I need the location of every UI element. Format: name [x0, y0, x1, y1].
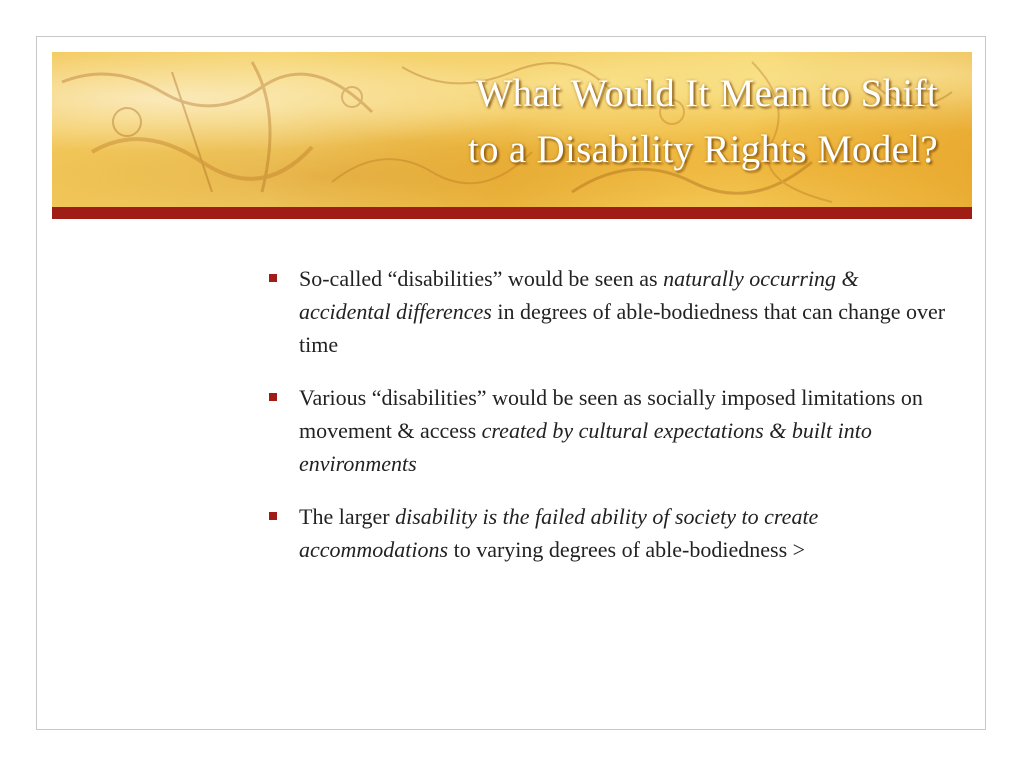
title-underline-bar: [52, 207, 972, 219]
bullet-2-emphasis: created by cultural expectations & built into environments: [299, 418, 872, 476]
bullet-3-text-part-1: The larger: [299, 504, 396, 529]
bullet-2-text-part-1: Various “disabilities” would be seen as socially imposed limitations on movement & access: [299, 385, 923, 443]
square-bullet-icon: [269, 512, 277, 520]
square-bullet-icon: [269, 393, 277, 401]
bullet-item-2: [268, 381, 948, 480]
bullet-3-emphasis: disability is the failed ability of society to create accommodations: [299, 504, 819, 562]
title-banner: [52, 52, 972, 207]
slide-title-line-1: What Would It Mean to Shift: [475, 72, 938, 115]
bullet-3-text-part-2: to varying degrees of able-bodiedness >: [448, 537, 806, 562]
bullet-item-3: [268, 500, 948, 566]
slide-title: [298, 66, 938, 178]
bullet-item-1: [268, 262, 948, 361]
slide-title-line-2: to a Disability Rights Model?: [467, 128, 938, 171]
bullet-1-emphasis: naturally occurring & accidental differences: [299, 266, 859, 324]
square-bullet-icon: [269, 274, 277, 282]
bullet-1-text-part-2: in degrees of able-bodiedness that can change over time: [299, 299, 946, 357]
bullet-list: [268, 262, 948, 586]
bullet-1-text-part-1: So-called “disabilities” would be seen as: [299, 266, 664, 291]
